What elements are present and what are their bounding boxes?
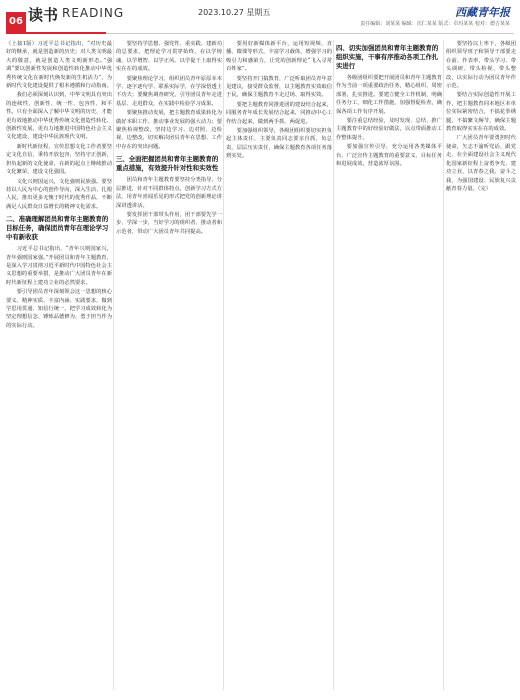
body-paragraph: 要加强组织领导，各级团组织要切实担负起主体责任，主要负责同志要亲自抓、负总责，层层压实责任，确保主题教育各项任务落到实处。 <box>226 128 332 160</box>
section-heading: 四、切实加强团员和青年主题教育的组织实施，干事有序推动各项工作扎实进行 <box>336 44 439 70</box>
body-paragraph: 各级团组织要把开展团员和青年主题教育作为当前一项重要政治任务，精心组织、周密部署，扎实推进。要建立健全工作机制，明确任务分工，细化工作措施，加强督促检查，确保各项工作有序开展。 <box>336 75 442 115</box>
body-paragraph: 要引导团员青年深刻领会这一思想的核心要义、精神实质、丰富内涵、实践要求，做到学思用贯通、知信行统一，把学习成效转化为坚定理想信念、锤炼品德修为、勇于担当作为的实际行动。 <box>6 289 112 329</box>
article-column-1 <box>6 40 112 690</box>
body-paragraph: 习近平总书记指出，“青年兴则国家兴，青年强则国家强。”开展团员和青年主题教育，是深入学习贯彻习近平新时代中国特色社会主义思想的重要举措，是推动广大团员青年在新时代新征程上建功立业的必然要求。 <box>6 246 112 286</box>
lead-paragraph: （上接1版）习近平总书记指出，“对历史最好的继承，就是创造新的历史；对人类文明最大的敬意，就是创造人类文明新形态。”强调“要以创新性发展和创造性转化推动中华优秀传统文化在新时代焕发新的生机活力”，为新时代文化建设提供了根本遵循和行动指南。 <box>6 41 112 90</box>
body-paragraph: 要聚焦理论学习，组织团员青年原原本本学、逐字逐句学、联系实际学，在学深悟透上下功夫；要聚焦调查研究，引导团员青年走进基层、走进群众，在实践中检验学习成果。 <box>116 75 222 107</box>
page-number: 06 <box>6 12 26 32</box>
body-paragraph: 要聚焦推动发展，把主题教育成果转化为做好本职工作、推动事业发展的强大动力；要聚焦检视整改，坚持边学习、边对照、边检视、边整改，切实解决团员青年在思想、工作中存在的突出问题。 <box>116 110 222 150</box>
masthead <box>0 0 520 34</box>
column-divider <box>113 40 114 690</box>
body-paragraph: 广大团员青年要勇担时代使命，矢志不渝听党话、跟党走，在全面建设社会主义现代化国家新征程上奋勇争先、建功立业，以青春之我、奋斗之我，为强国建设、民族复兴贡献青春力量。（完） <box>446 135 516 192</box>
issue-date: 2023.10.27 星期五 <box>198 8 271 17</box>
paper-name: 西藏青年报 <box>455 6 510 19</box>
body-paragraph: 要发挥团干部带头作用，团干部要先学一步、学深一步，当好学习的组织者、推动者和示范者，带动广大团员青年共同提高。 <box>116 211 222 235</box>
column-divider <box>443 40 444 690</box>
column-divider <box>223 40 224 690</box>
body-paragraph: 我们必须深刻认识到，中华文明具有突出的连续性、创新性、统一性、包容性、和平性。只有全面深入了解中华文明的历史，才能更有效地推动中华优秀传统文化创造性转化、创新性发展，更有力地推进中国特色社会主义文化建设，建设中华民族现代文明。 <box>6 92 112 141</box>
article-column-2 <box>116 40 222 690</box>
body-paragraph: 新时代新征程，宣传思想文化工作者要坚定文化自信，秉持开放包容，坚持守正创新，担负起新的文化使命，在新的起点上继续推动文化繁荣、建设文化强国。 <box>6 143 112 176</box>
body-paragraph: 文化兴则国运兴，文化强则民族强。要坚持以人民为中心的创作导向，深入生活、扎根人民，推出更多无愧于时代的优秀作品，不断满足人民群众日益增长的精神文化需求。 <box>6 178 112 210</box>
body-paragraph: 要把主题教育同推进团的建设结合起来，同服务青年成长发展结合起来，同推动中心工作结合起来，做到两手抓、两促进。 <box>226 101 332 125</box>
section-title-cn: 读书 <box>28 6 59 24</box>
body-paragraph: 要结合实际创造性开展工作，把主题教育同本地区本单位实际紧密结合，不搞花拳绣腿，不搞繁文缛节，确保主题教育取得实实在在的成效。 <box>446 92 516 133</box>
article-column-5 <box>446 40 516 690</box>
article-column-4 <box>336 40 442 690</box>
article-column-3 <box>226 40 332 690</box>
body-paragraph: 要坚持以上率下，各级团组织领导班子和领导干部要走在前、作表率，带头学习、带头调研、带头检视、带头整改，以实际行动为团员青年作示范。 <box>446 41 516 90</box>
column-divider <box>333 40 334 690</box>
body-paragraph: 要加强宣传引导，充分运用各类媒体平台，广泛宣传主题教育的重要意义、目标任务和进展成效，营造浓厚氛围。 <box>336 144 442 168</box>
header-accent-rule <box>6 32 106 34</box>
section-heading: 三、全面把握团员和青年主题教育的重点措施，有效提升针对性和实效性 <box>116 155 219 173</box>
body-paragraph: 团员和青年主题教育要坚持分类指导、分层推进，针对不同群体特点，创新学习方式方法，用青年喜闻乐见的形式把党的创新理论讲深讲透讲活。 <box>116 177 222 209</box>
section-heading: 二、准确理解团员和青年主题教育的目标任务，确保团员青年在理论学习中有新收获 <box>6 215 109 242</box>
body-paragraph: 要坚持开门搞教育，广泛听取团员青年意见建议，接受群众监督，以主题教育实效取信于民，确保主题教育不走过场、取得实效。 <box>226 75 332 99</box>
editor-credits: 责任编辑：刘某某 编辑：次仁某某 版式：卓玛某某 校对：德吉某某 <box>360 21 510 27</box>
section-title-en: READING <box>62 6 125 20</box>
body-paragraph: 要用好新媒体新平台，运用短视频、直播、微课等形式，丰富学习载体，增强学习的吸引力和感染力，让党的创新理论“飞入寻常百姓家”。 <box>226 41 332 73</box>
body-paragraph: 要坚持学思想、强党性、重实践、建新功的总要求，把理论学习贯穿始终，在以学铸魂、以学增智、以学正风、以学促干上取得实实在在的成效。 <box>116 41 222 73</box>
body-paragraph: 要注重总结经验，及时发现、总结、推广主题教育中的好经验好做法，以点带面推动工作整体提升。 <box>336 118 442 141</box>
